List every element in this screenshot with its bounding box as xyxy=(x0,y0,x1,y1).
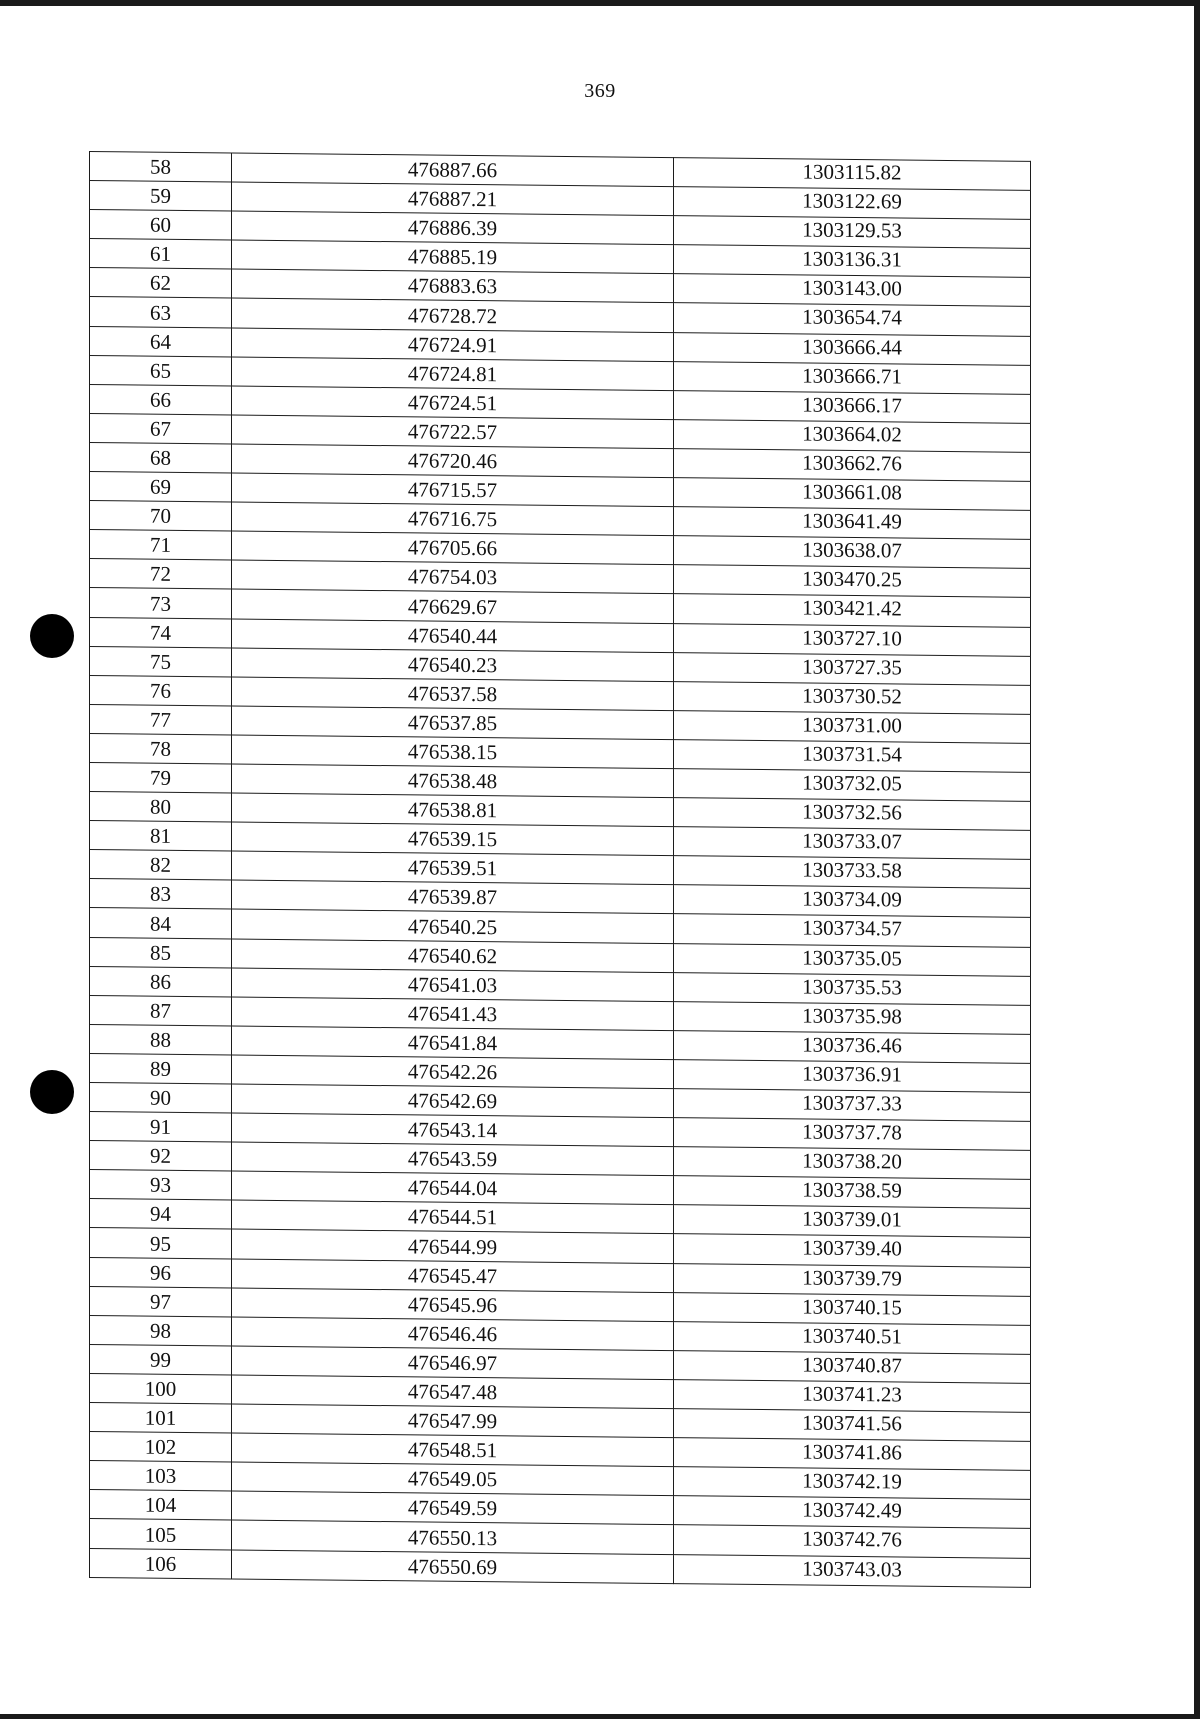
x-coordinate-cell: 476542.26 xyxy=(232,1055,674,1089)
y-coordinate-cell: 1303732.05 xyxy=(674,769,1031,802)
point-number-cell: 73 xyxy=(90,588,232,619)
point-number-cell: 90 xyxy=(90,1083,232,1114)
point-number-cell: 61 xyxy=(90,239,232,270)
point-number-cell: 89 xyxy=(90,1053,232,1084)
x-coordinate-cell: 476544.51 xyxy=(232,1200,674,1234)
x-coordinate-cell: 476540.25 xyxy=(232,909,674,943)
page-number: 369 xyxy=(584,80,616,102)
x-coordinate-cell: 476537.58 xyxy=(232,677,674,711)
point-number-cell: 88 xyxy=(90,1024,232,1055)
y-coordinate-cell: 1303666.71 xyxy=(674,361,1031,394)
point-number-cell: 85 xyxy=(90,937,232,968)
point-number-cell: 93 xyxy=(90,1170,232,1201)
x-coordinate-cell: 476540.62 xyxy=(232,939,674,973)
y-coordinate-cell: 1303737.78 xyxy=(674,1118,1031,1151)
x-coordinate-cell: 476539.15 xyxy=(232,822,674,856)
x-coordinate-cell: 476887.66 xyxy=(232,153,674,187)
x-coordinate-cell: 476544.04 xyxy=(232,1171,674,1205)
x-coordinate-cell: 476716.75 xyxy=(232,502,674,536)
x-coordinate-cell: 476886.39 xyxy=(232,211,674,245)
x-coordinate-cell: 476724.51 xyxy=(232,386,674,420)
punch-hole-mark xyxy=(30,614,74,658)
point-number-cell: 105 xyxy=(90,1519,232,1550)
point-number-cell: 63 xyxy=(90,297,232,328)
x-coordinate-cell: 476539.87 xyxy=(232,880,674,914)
point-number-cell: 71 xyxy=(90,530,232,561)
y-coordinate-cell: 1303641.49 xyxy=(674,507,1031,540)
point-number-cell: 68 xyxy=(90,442,232,473)
x-coordinate-cell: 476538.15 xyxy=(232,735,674,769)
x-coordinate-cell: 476541.43 xyxy=(232,997,674,1031)
y-coordinate-cell: 1303740.87 xyxy=(674,1350,1031,1383)
x-coordinate-cell: 476539.51 xyxy=(232,851,674,885)
y-coordinate-cell: 1303741.56 xyxy=(674,1409,1031,1442)
point-number-cell: 79 xyxy=(90,762,232,793)
point-number-cell: 67 xyxy=(90,413,232,444)
y-coordinate-cell: 1303733.07 xyxy=(674,827,1031,860)
y-coordinate-cell: 1303735.53 xyxy=(674,972,1031,1005)
y-coordinate-cell: 1303738.59 xyxy=(674,1176,1031,1209)
point-number-cell: 60 xyxy=(90,210,232,241)
point-number-cell: 97 xyxy=(90,1286,232,1317)
point-number-cell: 65 xyxy=(90,355,232,386)
x-coordinate-cell: 476543.59 xyxy=(232,1142,674,1176)
point-number-cell: 101 xyxy=(90,1403,232,1434)
y-coordinate-cell: 1303740.51 xyxy=(674,1321,1031,1354)
point-number-cell: 102 xyxy=(90,1432,232,1463)
point-number-cell: 72 xyxy=(90,559,232,590)
y-coordinate-cell: 1303735.05 xyxy=(674,943,1031,976)
x-coordinate-cell: 476885.19 xyxy=(232,240,674,274)
x-coordinate-cell: 476550.69 xyxy=(232,1549,674,1583)
point-number-cell: 84 xyxy=(90,908,232,939)
y-coordinate-cell: 1303740.15 xyxy=(674,1292,1031,1325)
y-coordinate-cell: 1303664.02 xyxy=(674,419,1031,452)
y-coordinate-cell: 1303136.31 xyxy=(674,245,1031,278)
x-coordinate-cell: 476538.48 xyxy=(232,764,674,798)
y-coordinate-cell: 1303470.25 xyxy=(674,565,1031,598)
point-number-cell: 99 xyxy=(90,1344,232,1375)
point-number-cell: 69 xyxy=(90,472,232,503)
point-number-cell: 106 xyxy=(90,1548,232,1579)
point-number-cell: 62 xyxy=(90,268,232,299)
x-coordinate-cell: 476883.63 xyxy=(232,269,674,303)
y-coordinate-cell: 1303742.19 xyxy=(674,1467,1031,1500)
y-coordinate-cell: 1303732.56 xyxy=(674,798,1031,831)
point-number-cell: 81 xyxy=(90,821,232,852)
x-coordinate-cell: 476537.85 xyxy=(232,706,674,740)
x-coordinate-cell: 476715.57 xyxy=(232,473,674,507)
x-coordinate-cell: 476548.51 xyxy=(232,1433,674,1467)
x-coordinate-cell: 476722.57 xyxy=(232,415,674,449)
x-coordinate-cell: 476724.91 xyxy=(232,328,674,362)
scan-edge-top xyxy=(0,0,1200,6)
x-coordinate-cell: 476720.46 xyxy=(232,444,674,478)
point-number-cell: 74 xyxy=(90,617,232,648)
x-coordinate-cell: 476542.69 xyxy=(232,1084,674,1118)
point-number-cell: 78 xyxy=(90,733,232,764)
point-number-cell: 94 xyxy=(90,1199,232,1230)
y-coordinate-cell: 1303733.58 xyxy=(674,856,1031,889)
y-coordinate-cell: 1303129.53 xyxy=(674,216,1031,249)
y-coordinate-cell: 1303742.76 xyxy=(674,1525,1031,1558)
y-coordinate-cell: 1303739.40 xyxy=(674,1234,1031,1267)
x-coordinate-cell: 476547.99 xyxy=(232,1404,674,1438)
point-number-cell: 87 xyxy=(90,995,232,1026)
point-number-cell: 66 xyxy=(90,384,232,415)
point-number-cell: 104 xyxy=(90,1490,232,1521)
y-coordinate-cell: 1303661.08 xyxy=(674,478,1031,511)
point-number-cell: 100 xyxy=(90,1373,232,1404)
x-coordinate-cell: 476728.72 xyxy=(232,298,674,332)
y-coordinate-cell: 1303741.86 xyxy=(674,1438,1031,1471)
y-coordinate-cell: 1303734.57 xyxy=(674,914,1031,947)
x-coordinate-cell: 476541.84 xyxy=(232,1026,674,1060)
y-coordinate-cell: 1303727.35 xyxy=(674,652,1031,685)
y-coordinate-cell: 1303730.52 xyxy=(674,681,1031,714)
x-coordinate-cell: 476545.96 xyxy=(232,1288,674,1322)
y-coordinate-cell: 1303741.23 xyxy=(674,1380,1031,1413)
point-number-cell: 96 xyxy=(90,1257,232,1288)
x-coordinate-cell: 476629.67 xyxy=(232,589,674,623)
x-coordinate-cell: 476544.99 xyxy=(232,1229,674,1263)
y-coordinate-cell: 1303734.09 xyxy=(674,885,1031,918)
point-number-cell: 86 xyxy=(90,966,232,997)
x-coordinate-cell: 476538.81 xyxy=(232,793,674,827)
y-coordinate-cell: 1303736.46 xyxy=(674,1030,1031,1063)
y-coordinate-cell: 1303738.20 xyxy=(674,1147,1031,1180)
point-number-cell: 77 xyxy=(90,704,232,735)
point-number-cell: 58 xyxy=(90,152,232,183)
y-coordinate-cell: 1303736.91 xyxy=(674,1060,1031,1093)
y-coordinate-cell: 1303115.82 xyxy=(674,158,1031,191)
y-coordinate-cell: 1303731.54 xyxy=(674,739,1031,772)
y-coordinate-cell: 1303742.49 xyxy=(674,1496,1031,1529)
y-coordinate-cell: 1303666.44 xyxy=(674,332,1031,365)
y-coordinate-cell: 1303662.76 xyxy=(674,449,1031,482)
y-coordinate-cell: 1303122.69 xyxy=(674,187,1031,220)
x-coordinate-cell: 476705.66 xyxy=(232,531,674,565)
point-number-cell: 98 xyxy=(90,1315,232,1346)
coordinates-table xyxy=(89,151,1031,1587)
y-coordinate-cell: 1303638.07 xyxy=(674,536,1031,569)
coordinates-table-body xyxy=(90,152,1031,1587)
point-number-cell: 75 xyxy=(90,646,232,677)
x-coordinate-cell: 476545.47 xyxy=(232,1259,674,1293)
x-coordinate-cell: 476540.23 xyxy=(232,648,674,682)
y-coordinate-cell: 1303739.01 xyxy=(674,1205,1031,1238)
y-coordinate-cell: 1303421.42 xyxy=(674,594,1031,627)
point-number-cell: 82 xyxy=(90,850,232,881)
x-coordinate-cell: 476549.05 xyxy=(232,1462,674,1496)
point-number-cell: 59 xyxy=(90,181,232,212)
scan-edge-right xyxy=(1194,0,1200,1719)
y-coordinate-cell: 1303743.03 xyxy=(674,1554,1031,1587)
x-coordinate-cell: 476754.03 xyxy=(232,560,674,594)
x-coordinate-cell: 476541.03 xyxy=(232,968,674,1002)
x-coordinate-cell: 476887.21 xyxy=(232,182,674,216)
point-number-cell: 64 xyxy=(90,326,232,357)
y-coordinate-cell: 1303737.33 xyxy=(674,1089,1031,1122)
scan-edge-bottom xyxy=(0,1714,1200,1719)
point-number-cell: 103 xyxy=(90,1461,232,1492)
x-coordinate-cell: 476549.59 xyxy=(232,1491,674,1525)
y-coordinate-cell: 1303735.98 xyxy=(674,1001,1031,1034)
point-number-cell: 83 xyxy=(90,879,232,910)
point-number-cell: 95 xyxy=(90,1228,232,1259)
point-number-cell: 91 xyxy=(90,1112,232,1143)
x-coordinate-cell: 476550.13 xyxy=(232,1520,674,1554)
y-coordinate-cell: 1303727.10 xyxy=(674,623,1031,656)
y-coordinate-cell: 1303666.17 xyxy=(674,390,1031,423)
y-coordinate-cell: 1303731.00 xyxy=(674,710,1031,743)
point-number-cell: 80 xyxy=(90,792,232,823)
point-number-cell: 70 xyxy=(90,501,232,532)
point-number-cell: 92 xyxy=(90,1141,232,1172)
y-coordinate-cell: 1303739.79 xyxy=(674,1263,1031,1296)
x-coordinate-cell: 476546.97 xyxy=(232,1346,674,1380)
y-coordinate-cell: 1303654.74 xyxy=(674,303,1031,336)
x-coordinate-cell: 476540.44 xyxy=(232,618,674,652)
point-number-cell: 76 xyxy=(90,675,232,706)
x-coordinate-cell: 476543.14 xyxy=(232,1113,674,1147)
x-coordinate-cell: 476724.81 xyxy=(232,357,674,391)
y-coordinate-cell: 1303143.00 xyxy=(674,274,1031,307)
x-coordinate-cell: 476546.46 xyxy=(232,1317,674,1351)
punch-hole-mark xyxy=(30,1070,74,1114)
x-coordinate-cell: 476547.48 xyxy=(232,1375,674,1409)
